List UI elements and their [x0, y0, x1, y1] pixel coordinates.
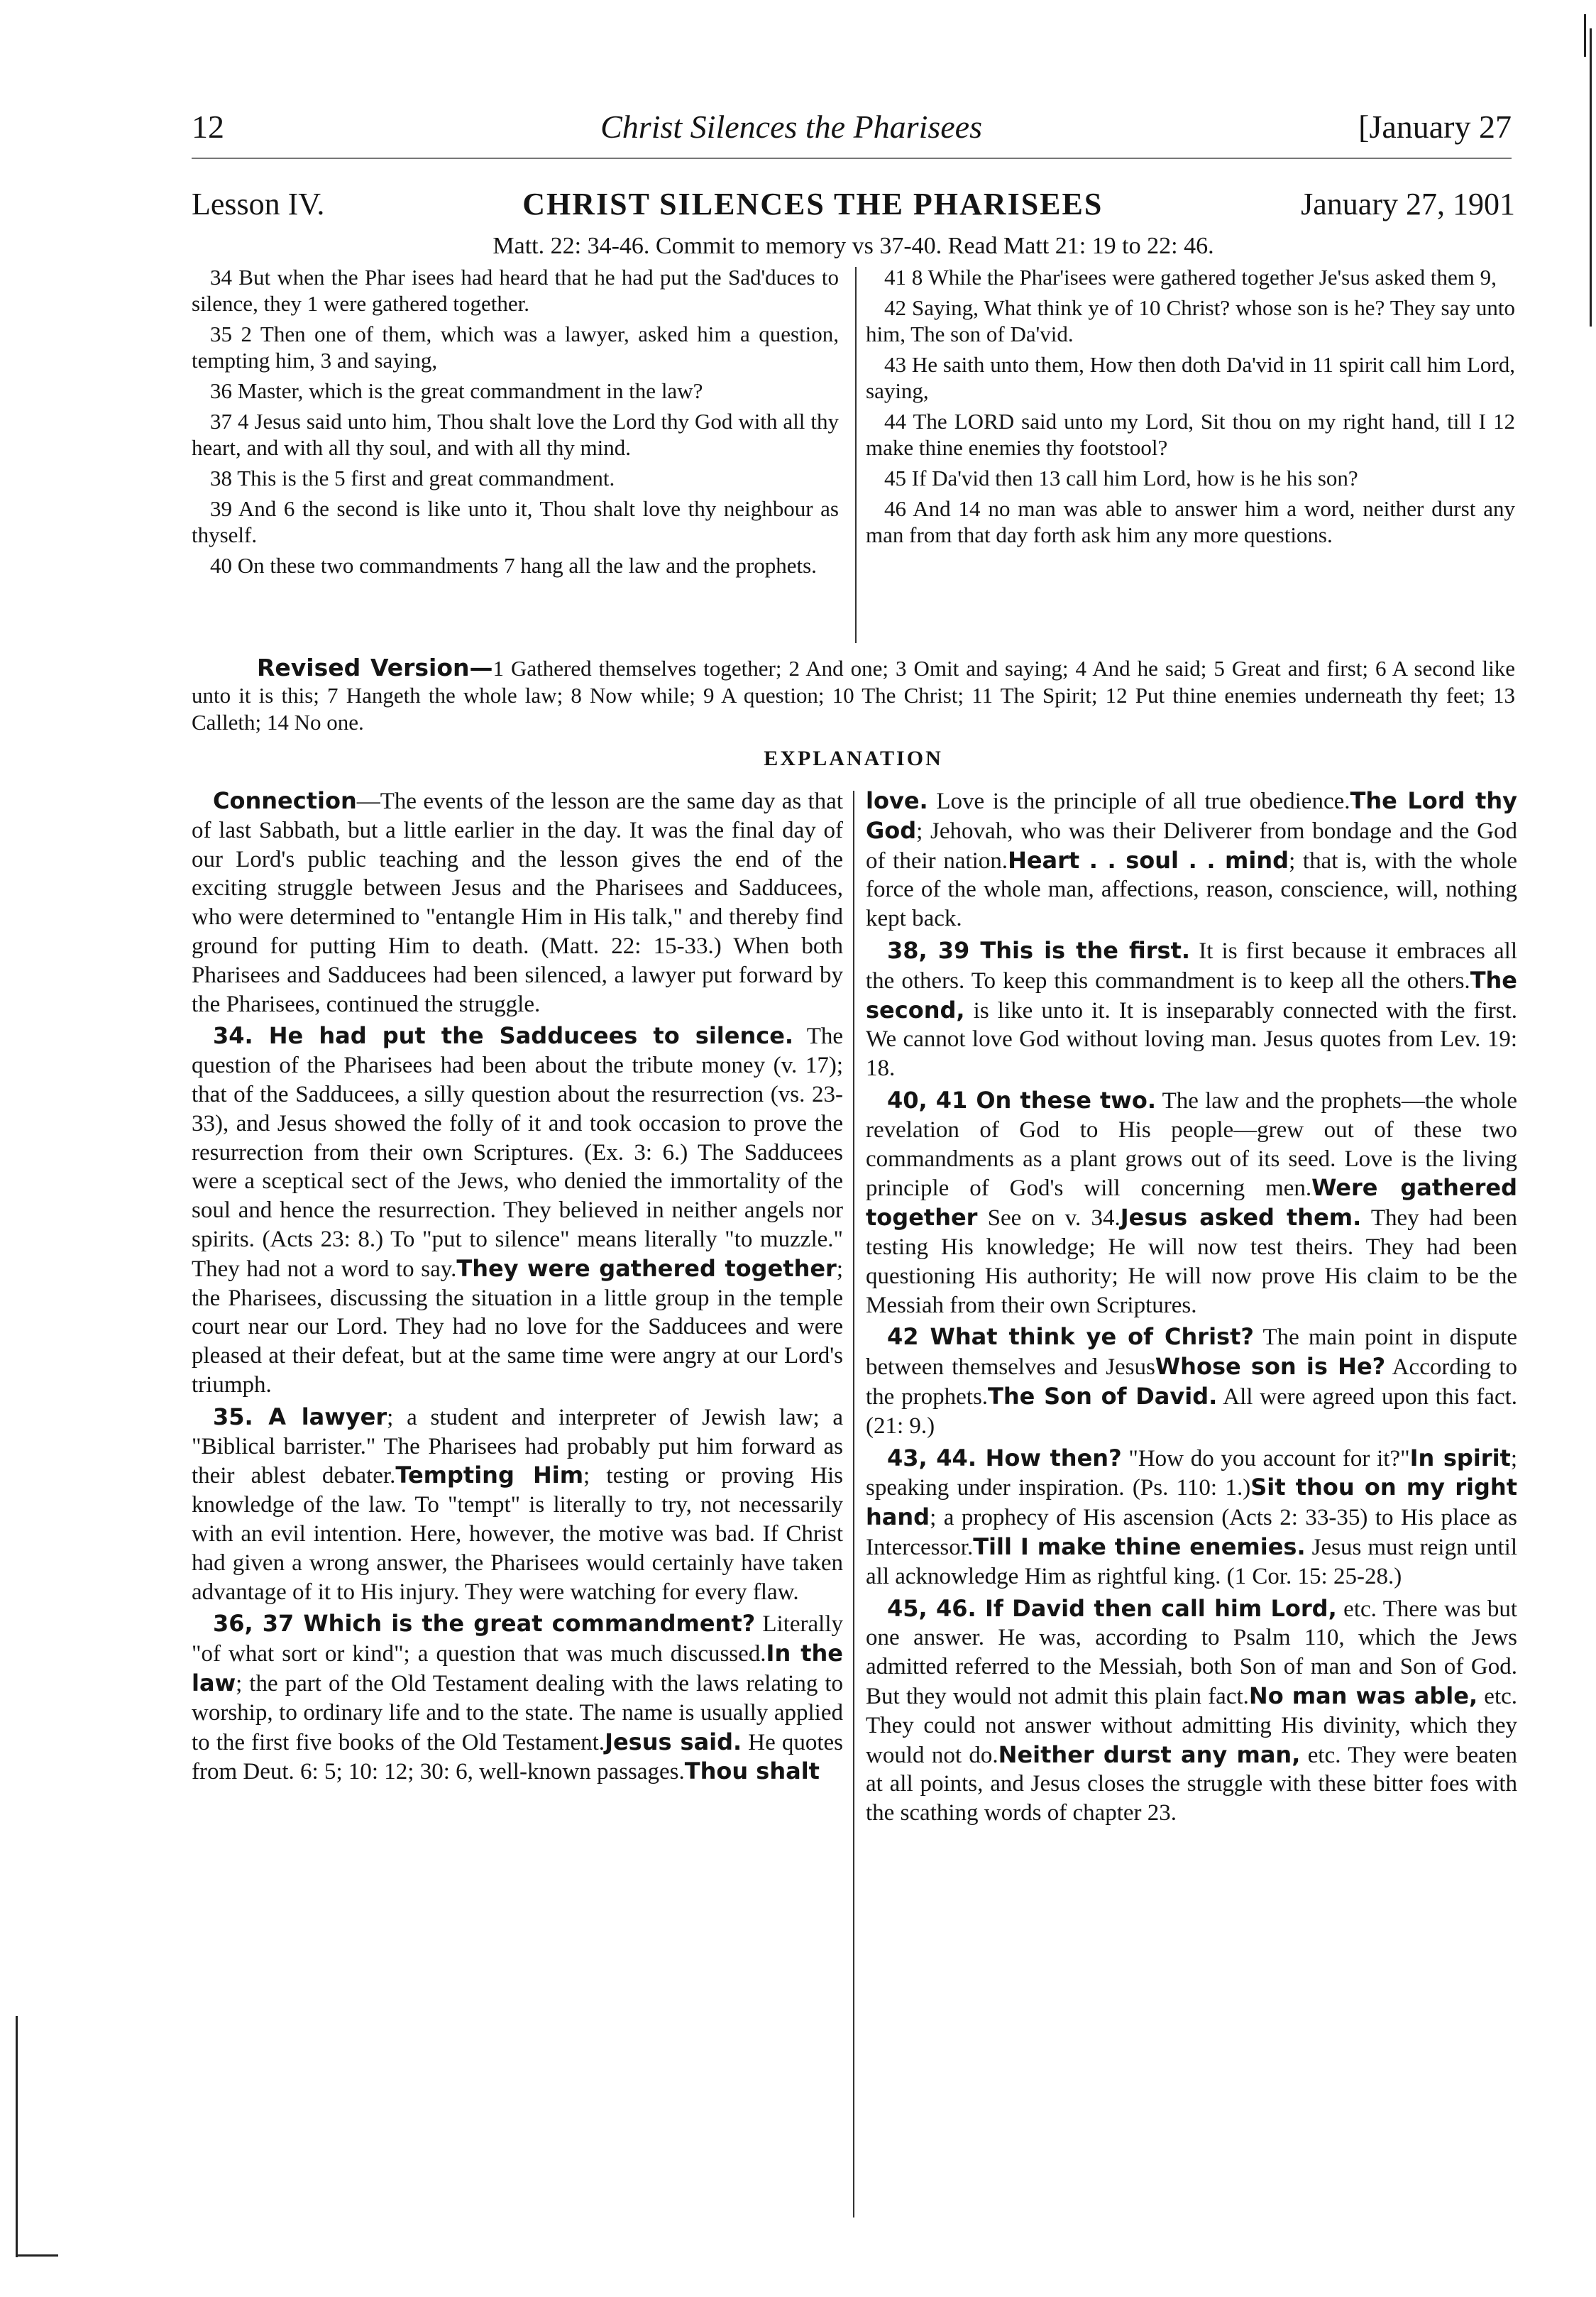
explanation-text: He quotes from Deut. 6: 5; 10: 12; 30: 6, well-known passages. — [192, 1729, 844, 1785]
explanation-text: Literally "of what sort or kind"; a question that was much discussed. — [192, 1611, 843, 1667]
explanation-keyword: The second, — [866, 966, 1517, 1024]
explanation-paragraph — [192, 1609, 843, 1787]
explanation-text: etc. They were beaten at all points, and Jesus closes the struggle with these bitter foes with the scathing words of chapter 23. — [866, 1742, 1517, 1826]
explanation-keyword: Jesus asked them. — [1120, 1204, 1362, 1232]
explanation-text: ; a student and interpreter of Jewish law; a "Biblical barrister." The Pharisees had probably put him forward as their ablest debater. — [192, 1404, 843, 1489]
revised-version-label: Revised Version— — [257, 654, 493, 681]
explanation-keyword: No man was able, — [1248, 1682, 1478, 1709]
scan-margin-mark — [16, 2016, 18, 2257]
explanation-paragraph — [866, 1594, 1517, 1828]
verse: 43 He saith unto them, How then doth Da'vid in 11 spirit call him Lord, saying, — [866, 352, 1515, 403]
explanation-keyword: In the law — [192, 1640, 843, 1696]
verse: 35 2 Then one of them, which was a lawyer, asked him a question, tempting him, 3 and saying, — [192, 322, 839, 373]
explanation-text: Love is the principle of all true obedience. — [928, 789, 1350, 814]
explanation-paragraph — [192, 786, 843, 1019]
revised-version-text: 1 Gathered themselves together; 2 And one; 3 Omit and saying; 4 And he said; 5 Great and first; 6 A second like unto it is this; 7 Hangeth the whole law; 8 Now while; 9 A question; 10 The Christ; 11 The Spirit; 12 Put thine enemies underneath thy feet; 13 Calleth; 14 No one. — [192, 656, 1515, 735]
explanation-text: ; speaking under inspiration. (Ps. 110: 1.) — [866, 1445, 1518, 1501]
explanation-keyword: The Son of David. — [988, 1382, 1218, 1410]
explanation-keyword: They were gathered together — [456, 1254, 837, 1282]
explanation-paragraph — [866, 1444, 1517, 1591]
explanation-paragraph — [192, 1021, 843, 1399]
explanation-text: ; Jehovah, who was their Deliverer from bondage and the God of their nation. — [866, 818, 1517, 874]
verse: 44 The LORD said unto my Lord, Sit thou on my right hand, till I 12 make thine enemies thy footstool? — [866, 409, 1515, 460]
page-number: 12 — [192, 109, 224, 145]
verse: 40 On these two commandments 7 hang all the law and the prophets. — [210, 553, 817, 578]
explanation-keyword: In spirit — [1409, 1444, 1511, 1471]
explanation-text: ; the Pharisees, discussing the situation in a little group in the temple court near our Lord. They had no love for the Sadducees and were pleased at their defeat, but at the same time were angry at our Lord's triumph. — [192, 1256, 843, 1398]
explanation-text: ; the part of the Old Testament dealing with the laws relating to worship, to ordinary life and to the state. The name is usually applied to the first five books of the Old Testament. — [192, 1670, 843, 1755]
verse: 36 Master, which is the great commandment in the law? — [210, 378, 703, 403]
scan-margin-mark — [1584, 14, 1586, 57]
column-divider — [853, 791, 854, 2217]
scan-margin-mark — [16, 2254, 58, 2257]
explanation-heading: EXPLANATION — [764, 747, 943, 770]
revised-version-notes — [192, 654, 1515, 736]
explanation-text: The question of the Pharisees had been about the tribute money (v. 17); that of the Sadducees, a silly question about the resurrection (vs. 23-33), and Jesus showed the folly of it and took occasion to prove the resurrection from their own Scriptures. (Ex. 3: 6.) The Sadducees were a sceptical sect of the Jews, who denied the immortality of the soul and hence the resurrection. They believed in neither angels nor spirits. (Acts 23: 8.) To "put to silence" means literally "to muzzle." They had not a word to say. — [192, 1024, 844, 1282]
verse: 42 Saying, What think ye of 10 Christ? whose son is he? They say unto him, The son of Da'vid. — [866, 295, 1515, 346]
explanation-text: ; testing or proving His knowledge of the law. To "tempt" is literally to try, not necessarily with an evil intention. Here, however, the motive was bad. If Christ had given a wrong answer, the Pharisees would certainly have taken advantage of it to His injury. They were watching for every flaw. — [192, 1463, 843, 1605]
explanation-text: is like unto it. It is inseparably connected with the first. We cannot love God without loving man. Jesus quotes from Lev. 19: 18. — [866, 997, 1517, 1082]
explanation-text: See on v. 34. — [977, 1205, 1121, 1232]
scripture-verses — [192, 264, 1515, 647]
explanation-paragraph — [866, 786, 1517, 933]
verse: 45 If Da'vid then 13 call him Lord, how is he his son? — [884, 466, 1358, 490]
explanation-text: The main point in dispute between themselves and Jesus — [866, 1325, 1518, 1381]
explanation-paragraph — [192, 1403, 843, 1607]
explanation-body — [192, 786, 1518, 2235]
lesson-heading — [192, 186, 1515, 222]
explanation-left-column — [192, 786, 843, 1789]
explanation-paragraph — [866, 936, 1517, 1083]
verses-right-column — [866, 264, 1515, 552]
memory-reference: Matt. 22: 34-46. Commit to memory vs 37-40. Read Matt 21: 19 to 22: 46. — [492, 233, 1214, 259]
verse: 37 4 Jesus said unto him, Thou shalt love the Lord thy God with all thy heart, and with all thy soul, and with all thy mind. — [192, 409, 839, 460]
explanation-right-column — [866, 786, 1517, 1831]
explanation-text: The law and the prophets—the whole revelation of God to His people—grew out of these two commandments as a plant grows out of its seed. Love is the living principle of God's will concerning men. — [866, 1087, 1518, 1202]
explanation-text: All were agreed upon this fact. (21: 9.) — [866, 1383, 1518, 1439]
explanation-keyword: Whose son is He? — [1155, 1353, 1386, 1381]
explanation-keyword: Tempting Him — [395, 1462, 584, 1489]
explanation-keyword: love. — [866, 787, 928, 814]
explanation-paragraph — [866, 1322, 1517, 1440]
running-title: Christ Silences the Pharisees — [600, 109, 982, 145]
verse: 38 This is the 5 first and great commandment. — [210, 466, 615, 490]
explanation-keyword: 40, 41 On these two. — [887, 1086, 1157, 1114]
page-header — [192, 108, 1512, 159]
explanation-text: They had been testing His knowledge; He will now test theirs. They had been questioning His authority; He will now prove His claim to be the Messiah from their own Scriptures. — [866, 1205, 1517, 1318]
explanation-text: "How do you account for it?" — [1121, 1445, 1410, 1471]
explanation-text: etc. There was but one answer. He was, according to Psalm 110, which the Jews admitted referred to the Messiah, both Son of man and Son of God. But they would not admit this plain fact. — [866, 1596, 1518, 1709]
explanation-keyword: The Lord thy God — [866, 787, 1517, 844]
verses-left-column — [192, 264, 852, 583]
column-divider — [855, 267, 857, 643]
explanation-keyword: 42 What think ye of Christ? — [887, 1323, 1254, 1351]
explanation-keyword: Were gathered together — [866, 1174, 1517, 1232]
explanation-keyword: 35. A lawyer — [213, 1403, 387, 1430]
explanation-keyword: Till I make thine enemies. — [973, 1533, 1306, 1560]
explanation-keyword: Jesus said. — [605, 1728, 742, 1755]
lesson-title: CHRIST SILENCES THE PHARISEES — [522, 187, 1104, 221]
explanation-text: Jesus must reign until all acknowledge Him as rightful king. (1 Cor. 15: 25-28.) — [866, 1534, 1517, 1589]
explanation-keyword: Sit thou on my right hand — [866, 1474, 1518, 1531]
explanation-keyword: Heart . . soul . . mind — [1008, 846, 1289, 874]
lesson-number: Lesson IV. — [192, 187, 325, 221]
explanation-keyword: Connection — [213, 787, 357, 814]
explanation-keyword: Thou shalt — [684, 1758, 820, 1785]
explanation-text: It is first because it embraces all the others. To keep this commandment is to keep all the others. — [866, 938, 1517, 994]
explanation-text: According to the prophets. — [866, 1354, 1517, 1410]
explanation-paragraph — [866, 1086, 1517, 1320]
explanation-text: ; a prophecy of His ascension (Acts 2: 33-35) to His place as Intercessor. — [866, 1505, 1517, 1560]
lesson-date: January 27, 1901 — [1301, 187, 1515, 221]
explanation-keyword: 43, 44. How then? — [887, 1444, 1122, 1471]
explanation-keyword: 45, 46. If David then call him Lord, — [887, 1594, 1337, 1622]
explanation-keyword: 38, 39 This is the first. — [887, 936, 1191, 964]
explanation-keyword: 36, 37 Which is the great commandment? — [213, 1610, 756, 1638]
verse: 39 And 6 the second is like unto it, Thou shalt love thy neighbour as thyself. — [192, 496, 839, 547]
scan-margin-mark — [1590, 28, 1592, 327]
explanation-keyword: 34. He had put the Sadducees to silence. — [213, 1022, 794, 1050]
explanation-text: ; that is, with the whole force of the whole man, affections, reason, conscience, will, nothing kept back. — [866, 848, 1518, 932]
verse: 34 But when the Phar isees had heard that he had put the Sad'duces to silence, they 1 were gathered together. — [192, 265, 839, 316]
header-date: [January 27 — [1358, 109, 1512, 145]
verse: 46 And 14 no man was able to answer him a word, neither durst any man from that day forth ask him any more questions. — [866, 496, 1515, 547]
explanation-text: etc. They could not answer without admitting His divinity, which they would not do. — [866, 1683, 1518, 1768]
explanation-text: —The events of the lesson are the same day as that of last Sabbath, but a little earlier in the day. It was the final day of our Lord's public teaching and the lesson gives the end of the exciting struggle between Jesus and the Pharisees and Sadducees, who were determined to "entangle Him in His talk," and thereby find ground for putting Him to death. (Matt. 22: 15-33.) When both Pharisees and Sadducees had been silenced, a lawyer put forward by the Pharisees, continued the struggle. — [192, 789, 843, 1017]
verse: 41 8 While the Phar'isees were gathered together Je'sus asked them 9, — [884, 265, 1497, 290]
explanation-keyword: Neither durst any man, — [998, 1740, 1301, 1768]
